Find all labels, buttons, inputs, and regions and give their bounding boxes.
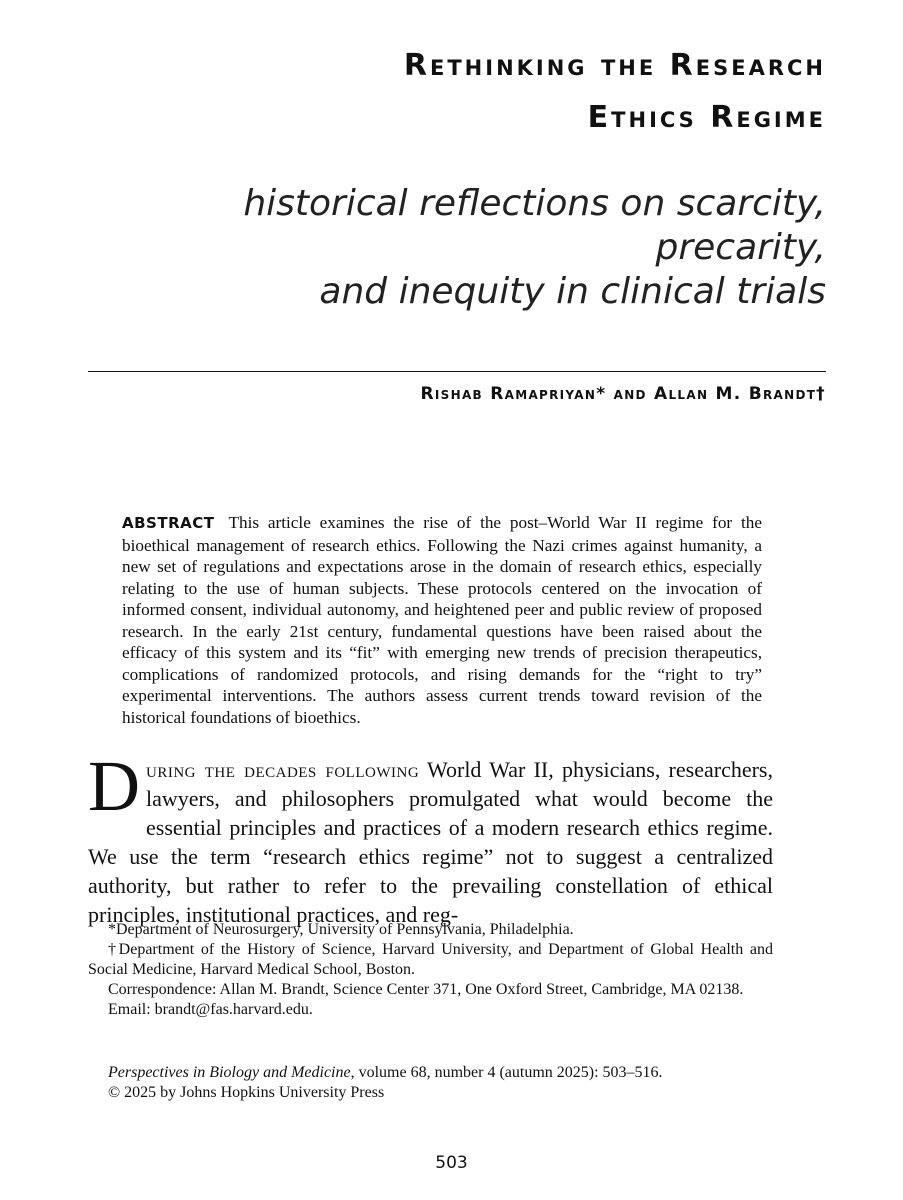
abstract-text: This article examines the rise of the post–World War II regime for the bioethical management of research ethics. Following the Nazi crimes against humanity, a new set of regulations and expectations arose in the domain of research ethics, especially relating to the use of human subjects. These protocols centered on the invocation of informed consent, individual autonomy, and heightened peer and public review of proposed research. In the early 21st century, fundamental questions have been raised about the efficacy of this system and its “fit” with emerging new trends of precision therapeutics, complications of randomized protocols, and rising demands for the “right to try” experimental interventions. The authors assess current trends toward revision of the historical foundations of bioethics. <box>122 513 762 727</box>
subtitle-line-1: historical reflections on scarcity, precarity, <box>243 183 826 268</box>
subtitle-line-2: and inequity in clinical trials <box>319 271 826 312</box>
page-number: 503 <box>435 1153 468 1173</box>
citation-line <box>108 1063 663 1083</box>
footnote-email: Email: brandt@fas.harvard.edu. <box>108 1001 313 1018</box>
author-line: Rishab Ramapriyan* and Allan M. Brandt† <box>420 384 826 404</box>
journal-citation <box>108 1063 663 1103</box>
title-line-1: Rethinking the Research <box>403 48 826 83</box>
copyright-line: © 2025 by Johns Hopkins University Press <box>108 1084 385 1101</box>
opening-small-caps: uring the decades following <box>146 757 420 782</box>
footnotes <box>88 920 773 1020</box>
title-divider <box>88 371 826 372</box>
body-paragraph <box>88 746 773 929</box>
title-line-2: Ethics Regime <box>587 100 826 135</box>
abstract <box>122 512 762 728</box>
footnote-correspondence: Correspondence: Allan M. Brandt, Science Center 371, One Oxford Street, Cambridge, MA 02138. <box>108 981 744 998</box>
citation-details: , volume 68, number 4 (autumn 2025): 503–516. <box>350 1064 663 1081</box>
abstract-label: ABSTRACT <box>122 514 215 532</box>
drop-cap: D <box>88 746 140 826</box>
body-text: World War II, physicians, researchers, lawyers, and philosophers promulgated what would become the essential principles and practices of a modern research ethics regime. We use the term “research ethics regime” not to suggest a centralized authority, but rather to refer to the prevailing constellation of ethical principles, institutional practices, and reg- <box>88 757 773 927</box>
footnote-affiliation-2: †Department of the History of Science, Harvard University, and Department of Global Health and Social Medicine, Harvard Medical School, Boston. <box>88 941 773 978</box>
article-subtitle <box>66 182 826 314</box>
article-title <box>66 40 826 144</box>
footnote-affiliation-1: *Department of Neurosurgery, University of Pennsylvania, Philadelphia. <box>108 921 574 938</box>
journal-name: Perspectives in Biology and Medicine <box>108 1064 351 1081</box>
